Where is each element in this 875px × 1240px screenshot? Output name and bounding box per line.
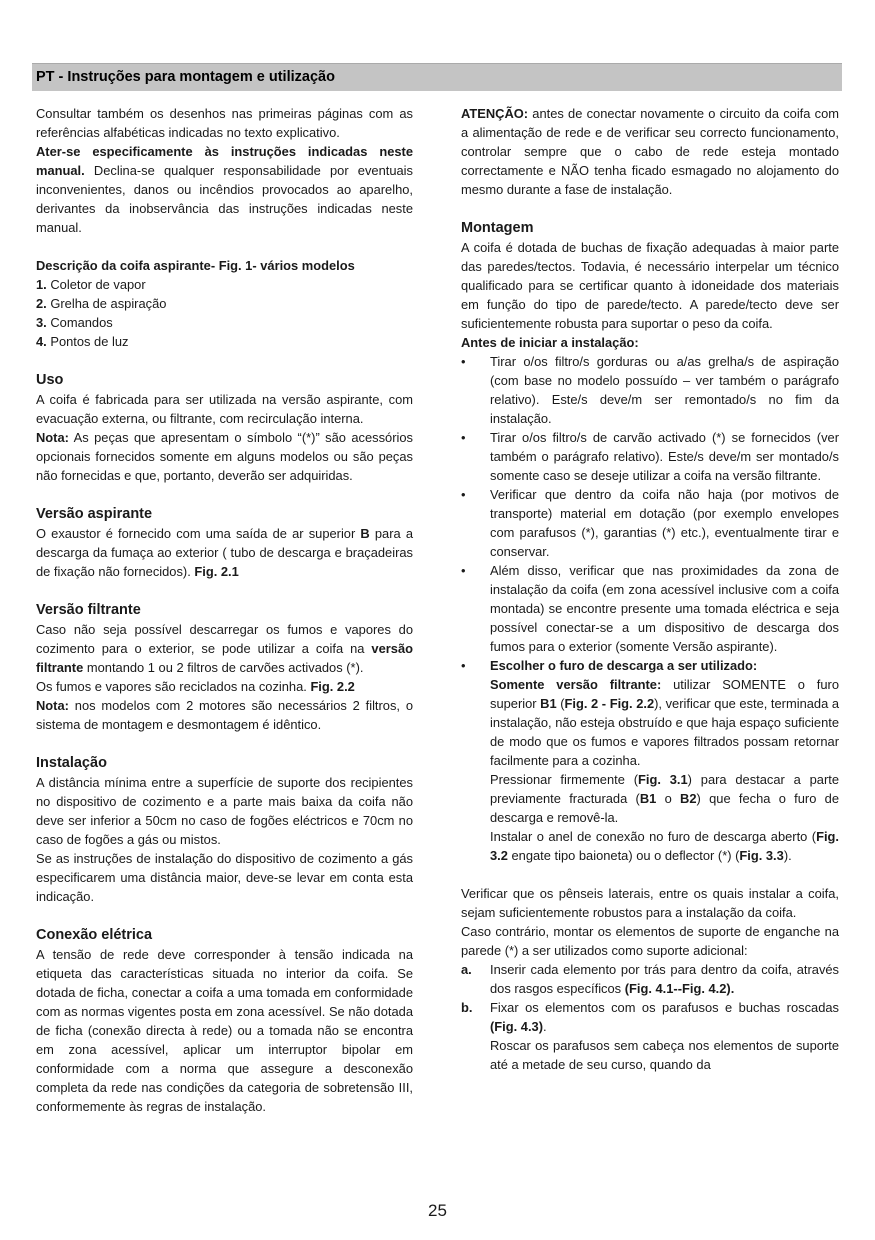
right-column <box>461 104 839 1074</box>
bullet-mark: • <box>461 354 466 369</box>
description-item: 2. Grelha de aspiração <box>36 296 167 311</box>
bullet-mark: • <box>461 563 466 578</box>
antes-heading: Antes de iniciar a instalação: <box>461 335 639 350</box>
description-list <box>36 275 413 351</box>
description-title: Descrição da coifa aspirante- Fig. 1- vários modelos <box>36 258 355 273</box>
bullet-mark: • <box>461 658 466 673</box>
description-item: 1. Coletor de vapor <box>36 277 146 292</box>
uso-note: Nota: As peças que apresentam o símbolo “(*)” são acessórios opcionais fornecidos somente em alguns modelos ou são peças não fornecidas e que, portanto, deverão ser adquiridas. <box>36 430 413 483</box>
list-item: • Além disso, verificar que nas proximidades da zona de instalação da coifa (em zona acessível inclusive com a coifa montada) se encontre presente uma tomada eléctrica e seja possível conectar-se a um dispositivo de descarga dos fumos para o exterior (somente Versão aspirante). <box>461 563 839 654</box>
montagem-paragraph: A coifa é dotada de buchas de fixação adequadas à maior parte das paredes/tectos. Todavia, é necessário interpelar um técnico qualificado para se certificar quanto à idoneidade dos materiais em função do tipo de parede/tecto. A parede/tecto deve ser suficientemente robusta para suportar o peso da coifa. <box>461 240 839 331</box>
left-column <box>36 104 413 1116</box>
caso-contrario-paragraph: Caso contrário, montar os elementos de suporte de enganche na parede (*) a ser utilizados como suporte adicional: <box>461 924 839 958</box>
aspirante-paragraph: O exaustor é fornecido com uma saída de ar superior B para a descarga da fumaça ao exterior ( tubo de descarga e braçadeiras de fixação não fornecidos). Fig. 2.1 <box>36 526 413 579</box>
conexao-paragraph: A tensão de rede deve corresponder à tensão indicada na etiqueta das características situada no interior da coifa. Se dotada de ficha, conectar a coifa a uma tomada em conformidade com as normas vigentes posta em zona acessível. Se não dotada de ficha (conexão directa à rede) ou a tomada não se encontra em zona acessível, aplicar um interruptor bipolar em conformidade com a norma que assegure a desconexão completa da rede nas condições da categoria de sobretensão III, conformemente às regras de instalação. <box>36 947 413 1114</box>
filtrante-heading: Versão filtrante <box>36 602 141 618</box>
verificar-paragraph: Verificar que os pênseis laterais, entre os quais instalar a coifa, sejam suficientemente robustos para a instalação da coifa. <box>461 886 839 920</box>
list-item: • Tirar o/os filtro/s gorduras ou a/as grelha/s de aspiração (com base no modelo possuído – ver também o parágrafo relativo). Este/s deve/m ser remontado/s no fim da instalação. <box>461 354 839 426</box>
description-item: 4. Pontos de luz <box>36 334 129 349</box>
filtrante-note: Nota: nos modelos com 2 motores são necessários 2 filtros, o sistema de montagem e desmontagem é idêntico. <box>36 698 413 732</box>
filtrante-paragraph: Caso não seja possível descarregar os fumos e vapores do cozimento para o exterior, se pode utilizar a coifa na versão filtrante montando 1 ou 2 filtros de carvões activados (*). <box>36 622 413 675</box>
filtrante-recycle-paragraph: Os fumos e vapores são reciclados na cozinha. Fig. 2.2 <box>36 679 355 694</box>
instalacao-heading: Instalação <box>36 755 107 771</box>
list-item-descarga: • Escolher o furo de descarga a ser utilizado: Somente versão filtrante: utilizar SOMENTE o furo superior B1 (Fig. 2 - Fig. 2.2), verificar que este, terminada a instalação, não esteja obstruído e que haja espaço suficiente de modo que os fumos e vapores filtrados possam retornar facilmente para a cozinha. Pressionar firmemente (Fig. 3.1) para destacar a parte previamente fracturada (B1 o B2) que fecha o furo de descarga e removê-la. Instalar o anel de conexão no furo de descarga aberto (Fig. 3.2 engate tipo baioneta) ou o deflector (*) (Fig. 3.3). <box>461 658 840 863</box>
support-steps-list <box>461 960 839 1074</box>
aspirante-heading: Versão aspirante <box>36 506 153 522</box>
description-item: 3. Comandos <box>36 315 113 330</box>
preparation-list <box>461 352 839 865</box>
section-header-bar <box>32 63 842 91</box>
bullet-mark: • <box>461 487 466 502</box>
uso-heading: Uso <box>36 372 64 388</box>
step-item-a: a. Inserir cada elemento por trás para dentro da coifa, através dos rasgos específicos (Fig. 4.1--Fig. 4.2). <box>461 962 839 996</box>
atencao-paragraph: ATENÇÃO: antes de conectar novamente o circuito da coifa com a alimentação de rede e de verificar seu correcto funcionamento, controlar sempre que o cabo de rede esteja montado correctamente e NÃO tenha ficado esmagado no alojamento do mesmo durante a fase de instalação. <box>461 106 839 197</box>
instalacao-paragraph-2: Se as instruções de instalação do dispositivo de cozimento a gás especificarem uma distância maior, deve-se levar em conta esta indicação. <box>36 851 413 904</box>
uso-paragraph: A coifa é fabricada para ser utilizada na versão aspirante, com evacuação externa, ou filtrante, com recirculação interna. <box>36 392 413 426</box>
instalacao-paragraph: A distância mínima entre a superfície de suporte dos recipientes no dispositivo de cozimento e a parte mais baixa da coifa não deve ser inferior a 50cm no caso de fogões eléctricos e 70cm no caso de fogões a gás ou mistos. <box>36 775 413 847</box>
step-item-b: b. Fixar os elementos com os parafusos e buchas roscadas (Fig. 4.3). Roscar os parafusos sem cabeça nos elementos de suporte até a metade de seu curso, quando da <box>461 1000 839 1072</box>
montagem-heading: Montagem <box>461 220 534 236</box>
section-header-title: PT - Instruções para montagem e utilização <box>36 69 335 85</box>
list-item: • Verificar que dentro da coifa não haja (por motivos de transporte) material em dotação (por exemplo envelopes com parafusos (*), garantias (*) etc.), eventualmente tirar e conservar. <box>461 487 839 559</box>
page-number: 25 <box>428 1201 447 1220</box>
conexao-heading: Conexão elétrica <box>36 927 153 943</box>
bullet-mark: • <box>461 430 466 445</box>
intro-paragraph: Consultar também os desenhos nas primeiras páginas com as referências alfabéticas indicadas no texto explicativo. <box>36 106 413 140</box>
intro-warning-paragraph: Ater-se especificamente às instruções indicadas neste manual. Declina-se qualquer responsabilidade por eventuais inconvenientes, danos ou incêndios provocados ao aparelho, derivantes da inobservância das instruções indicadas neste manual. <box>36 144 413 235</box>
list-item: • Tirar o/os filtro/s de carvão activado (*) se fornecidos (ver também o parágrafo relativo). Este/s deve/m ser montado/s somente caso se deseje utilizar a coifa na versão filtrante. <box>461 430 839 483</box>
